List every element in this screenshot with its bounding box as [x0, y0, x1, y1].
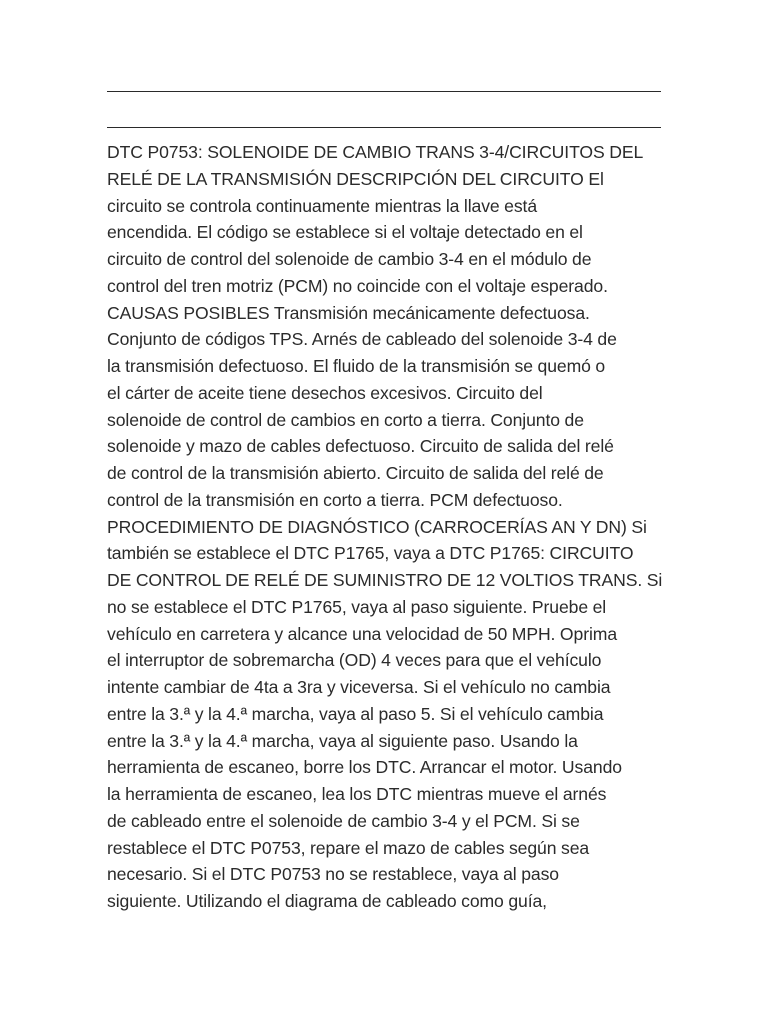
text-line: siguiente. Utilizando el diagrama de cableado como guía,	[107, 891, 547, 911]
header-divider	[107, 127, 661, 128]
text-line: DTC P0753: SOLENOIDE DE CAMBIO TRANS 3-4/CIRCUITOS DEL	[107, 142, 644, 162]
text-line: entre la 3.ª y la 4.ª marcha, vaya al paso 5. Si el vehículo cambia	[107, 703, 604, 724]
text-line: CAUSAS POSIBLES Transmisión mecánicamente defectuosa.	[107, 302, 590, 323]
text-line: control de la transmisión en corto a tierra. PCM defectuoso.	[107, 489, 563, 510]
text-line: de control de la transmisión abierto. Circuito de salida del relé de	[107, 463, 604, 483]
text-line: también se establece el DTC P1765, vaya a DTC P1765: CIRCUITO	[107, 543, 634, 564]
text-line: el interruptor de sobremarcha (OD) 4 veces para que el vehículo	[107, 650, 602, 671]
text-line: necesario. Si el DTC P0753 no se restablece, vaya al paso	[107, 864, 559, 885]
text-line: vehículo en carretera y alcance una velocidad de 50 MPH. Oprima	[107, 623, 618, 644]
text-line: control del tren motriz (PCM) no coincide con el voltaje esperado.	[107, 275, 608, 296]
text-line: de cableado entre el solenoide de cambio 3-4 y el PCM. Si se	[107, 810, 580, 831]
text-line: circuito se controla continuamente mientras la llave está	[107, 195, 538, 216]
text-line: DE CONTROL DE RELÉ DE SUMINISTRO DE 12 VOLTIOS TRANS. Si	[107, 570, 663, 590]
text-line: entre la 3.ª y la 4.ª marcha, vaya al siguiente paso. Usando la	[107, 730, 578, 751]
text-line: circuito de control del solenoide de cambio 3-4 en el módulo de	[107, 249, 592, 269]
document-body	[107, 139, 663, 915]
text-line: herramienta de escaneo, borre los DTC. Arrancar el motor. Usando	[107, 757, 622, 778]
text-line: PROCEDIMIENTO DE DIAGNÓSTICO (CARROCERÍAS AN Y DN) Si	[107, 516, 647, 537]
text-line: RELÉ DE LA TRANSMISIÓN DESCRIPCIÓN DEL CIRCUITO El	[107, 168, 604, 189]
text-line: restablece el DTC P0753, repare el mazo de cables según sea	[107, 837, 590, 858]
text-line: Conjunto de códigos TPS. Arnés de cableado del solenoide 3-4 de	[107, 329, 617, 350]
text-line: solenoide de control de cambios en corto a tierra. Conjunto de	[107, 409, 584, 430]
text-line: solenoide y mazo de cables defectuoso. Circuito de salida del relé	[107, 436, 614, 457]
top-divider	[107, 91, 661, 92]
text-line: la herramienta de escaneo, lea los DTC mientras mueve el arnés	[107, 784, 607, 804]
text-line: intente cambiar de 4ta a 3ra y viceversa. Si el vehículo no cambia	[107, 677, 611, 697]
text-line: el cárter de aceite tiene desechos excesivos. Circuito del	[107, 382, 543, 403]
text-line: no se establece el DTC P1765, vaya al paso siguiente. Pruebe el	[107, 596, 607, 617]
text-line: encendida. El código se establece si el voltaje detectado en el	[107, 222, 583, 243]
text-line: la transmisión defectuoso. El fluido de la transmisión se quemó o	[107, 356, 606, 376]
